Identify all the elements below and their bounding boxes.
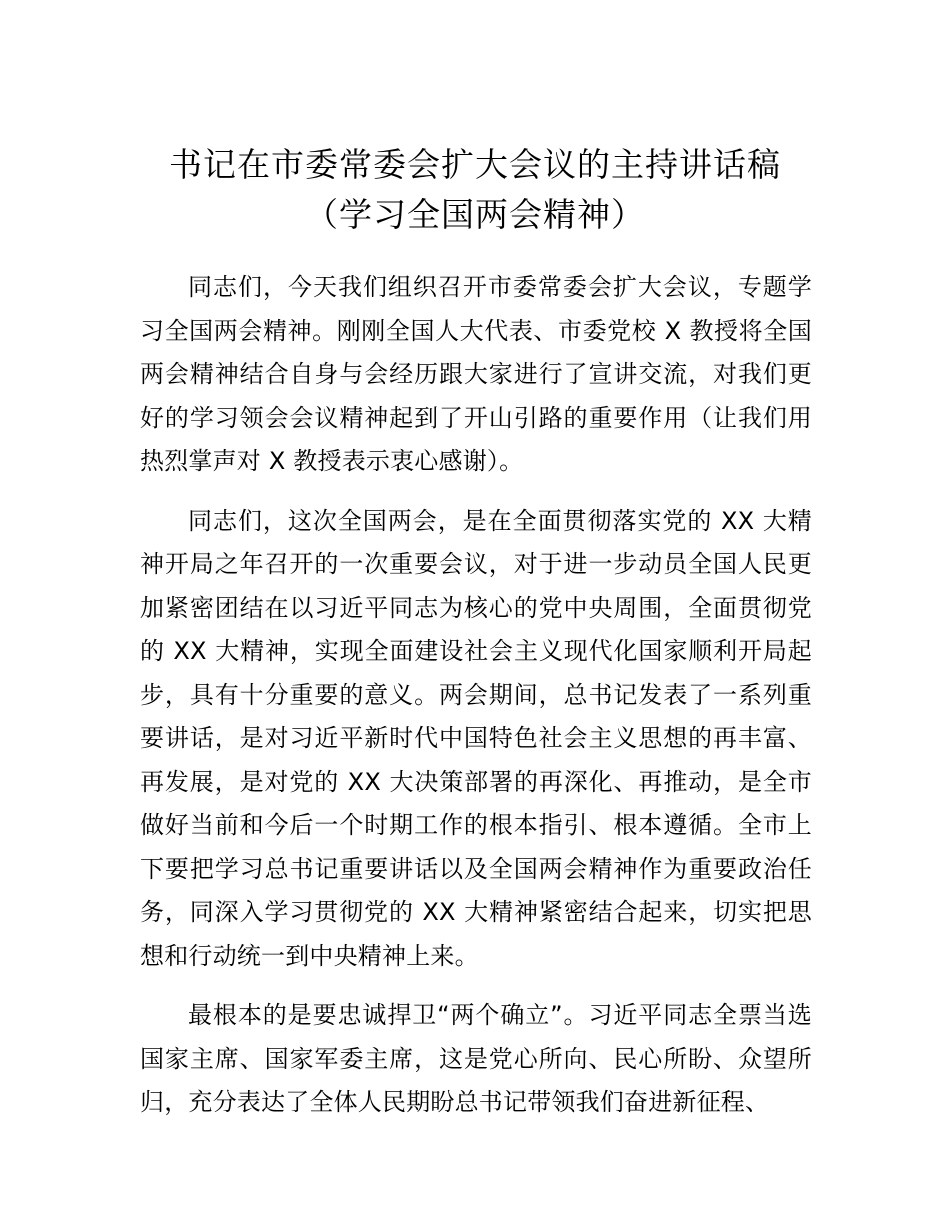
document-title: 书记在市委常委会扩大会议的主持讲话稿 bbox=[169, 145, 781, 184]
document-body bbox=[140, 266, 812, 1141]
paragraph-3: 最根本的是要忠诚捍卫“两个确立”。习近平同志全票当选国家主席、国家军委主席，这是党心所向、民心所盼、众望所归，充分表达了全体人民期盼总书记带领我们奋进新征程、 bbox=[140, 1001, 812, 1116]
document-subtitle: （学习全国两会精神） bbox=[305, 195, 645, 234]
paragraph-1: 同志们，今天我们组织召开市委常委会扩大会议，专题学习全国两会精神。刚刚全国人大代表、市委党校 X 教授将全国两会精神结合自身与会经历跟大家进行了宣讲交流，对我们更好的学习领会会议精神起到了开山引路的重要作用（让我们用热烈掌声对 X 教授表示衷心感谢）。 bbox=[140, 273, 812, 475]
paragraph-2: 同志们，这次全国两会，是在全面贯彻落实党的 XX 大精神开局之年召开的一次重要会议，对于进一步动员全国人民更加紧密团结在以习近平同志为核心的党中央周围，全面贯彻党的 XX 大精神，实现全面建设社会主义现代化国家顺利开局起步，具有十分重要的意义。两会期间，总书记发表了一系列重要讲话，是对习近平新时代中国特色社会主义思想的再丰富、再发展，是对党的 XX 大决策部署的再深化、再推动，是全市做好当前和今后一个时期工作的根本指引、根本遵循。全市上下要把学习总书记重要讲话以及全国两会精神作为重要政治任务，同深入学习贯彻党的 XX 大精神紧密结合起来，切实把思想和行动统一到中央精神上来。 bbox=[140, 506, 812, 970]
